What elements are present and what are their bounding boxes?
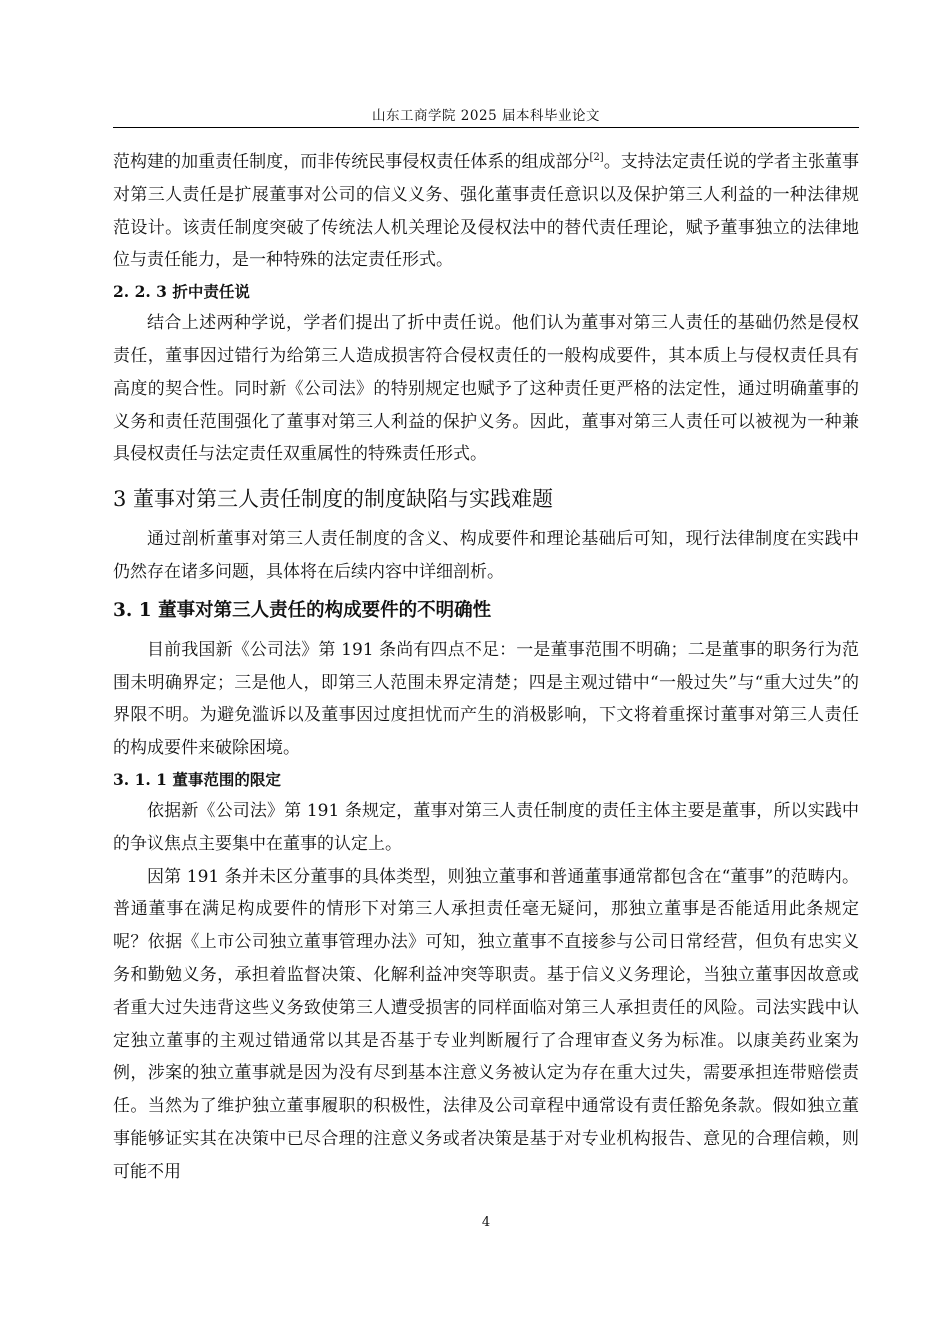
heading-chapter-3: 3 董事对第三人责任制度的制度缺陷与实践难题: [113, 487, 554, 512]
paragraph-compromise-theory: 结合上述两种学说，学者们提出了折中责任说。他们认为董事对第三人责任的基础仍然是侵权责任，董事因过错行为给第三人造成损害符合侵权责任的一般构成要件，其本质上与侵权责任具有高度的契合性。同时新《公司法》的特别规定也赋予了这种责任更严格的法定性，通过明确董事的义务和责任范围强化了董事对第三人利益的保护义务。因此，董事对第三人责任可以被视为一种兼具侵权责任与法定责任双重属性的特殊责任形式。: [113, 313, 859, 465]
paragraph-director-scope: 依据新《公司法》第 191 条规定，董事对第三人责任制度的责任主体主要是董事，所以实践中的争议焦点主要集中在董事的认定上。: [113, 800, 859, 854]
paragraph-chapter-3-intro: 通过剖析董事对第三人责任制度的含义、构成要件和理论基础后可知，现行法律制度在实践中仍然存在诸多问题，具体将在后续内容中详细剖析。: [113, 529, 859, 582]
paragraph-text: 。支持法定责任说的学者主张董事对第三人责任是扩展董事对公司的信义义务、强化董事责任意识以及保护第三人利益的一种法律规范设计。该责任制度突破了传统法人机关理论及侵权法中的替代责任理论，赋予董事独立的法律地位与责任能力，是一种特殊的法定责任形式。: [113, 152, 860, 271]
header-rule: [113, 127, 859, 128]
running-header: 山东工商学院 2025 届本科毕业论文: [372, 108, 600, 124]
page-number: 4: [481, 1215, 491, 1230]
paragraph-independent-directors: 因第 191 条并未区分董事的具体类型，则独立董事和普通董事通常都包含在“董事”的范畴内。普通董事在满足构成要件的情形下对第三人承担责任毫无疑问，那独立董事是否能适用此条规定呢？依据《上市公司独立董事管理办法》可知，独立董事不直接参与公司日常经营，但负有忠实义务和勤勉义务，承担着监督决策、化解利益冲突等职责。基于信义义务理论，当独立董事因故意或者重大过失违背这些义务致使第三人遭受损害的同样面临对第三人承担责任的风险。司法实践中认定独立董事的主观过错通常以其是否基于专业判断履行了合理审查义务为标准。以康美药业案为例，涉案的独立董事就是因为没有尽到基本注意义务被认定为存在重大过失，需要承担连带赔偿责任。当然为了维护独立董事履职的积极性，法律及公司章程中通常设有责任豁免条款。假如独立董事能够证实其在决策中已尽合理的注意义务或者决策是基于对专业机构报告、意见的合理信赖，则可能不用: [113, 866, 859, 1182]
heading-2-2-3: 2. 2. 3 折中责任说: [113, 282, 250, 302]
heading-3-1: 3. 1 董事对第三人责任的构成要件的不明确性: [113, 599, 492, 621]
document-body: [113, 146, 859, 1189]
paragraph-article-191-deficiencies: 目前我国新《公司法》第 191 条尚有四点不足：一是董事范围不明确；二是董事的职务行为范围未明确界定；三是他人，即第三人范围未界定清楚；四是主观过错中“一般过失”与“重大过失”的界限不明。为避免滥诉以及董事因过度担忧而产生的消极影响，下文将着重探讨董事对第三人责任的构成要件来破除困境。: [113, 639, 859, 759]
citation-reference: [2]: [589, 152, 604, 163]
paragraph-text: 范构建的加重责任制度，而非传统民事侵权责任体系的组成部分: [113, 152, 590, 172]
paragraph-legal-liability-continued: [113, 146, 859, 277]
heading-3-1-1: 3. 1. 1 董事范围的限定: [113, 769, 281, 789]
